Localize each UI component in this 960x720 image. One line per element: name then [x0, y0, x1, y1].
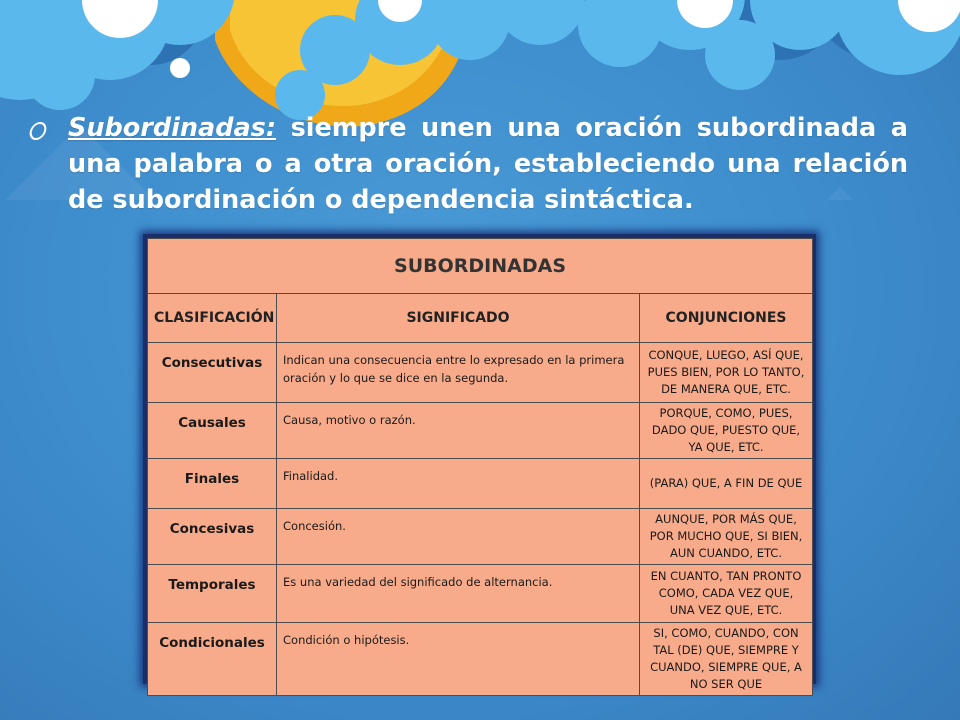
table-header-row — [148, 294, 813, 343]
cell-conjunciones: SI, COMO, CUANDO, CON TAL (DE) QUE, SIEMPRE Y CUANDO, SIEMPRE QUE, A NO SER QUE — [640, 623, 813, 696]
header-clasificacion: CLASIFICACIÓN — [148, 294, 277, 343]
intro-bullet — [28, 110, 908, 218]
intro-paragraph — [68, 110, 908, 218]
cell-clasificacion: Condicionales — [148, 623, 277, 696]
cell-significado: Concesión. — [277, 509, 640, 565]
cell-conjunciones: (PARA) QUE, A FIN DE QUE — [640, 459, 813, 509]
cell-clasificacion: Causales — [148, 403, 277, 459]
cell-clasificacion: Consecutivas — [148, 343, 277, 403]
cell-significado: Es una variedad del significado de alternancia. — [277, 565, 640, 623]
table-title: SUBORDINADAS — [148, 239, 813, 294]
table-row — [148, 343, 813, 403]
table-row — [148, 623, 813, 696]
cell-conjunciones: PORQUE, COMO, PUES, DADO QUE, PUESTO QUE, YA QUE, ETC. — [640, 403, 813, 459]
header-conjunciones: CONJUNCIONES — [640, 294, 813, 343]
table-row — [148, 403, 813, 459]
cell-conjunciones: CONQUE, LUEGO, ASÍ QUE, PUES BIEN, POR LO TANTO, DE MANERA QUE, ETC. — [640, 343, 813, 403]
intro-term: Subordinadas: — [68, 113, 277, 143]
table-row — [148, 509, 813, 565]
bullet-ring-icon — [28, 122, 49, 140]
cell-conjunciones: EN CUANTO, TAN PRONTO COMO, CADA VEZ QUE, UNA VEZ QUE, ETC. — [640, 565, 813, 623]
cell-significado: Indican una consecuencia entre lo expresado en la primera oración y lo que se dice en la segunda. — [277, 343, 640, 403]
table-row — [148, 459, 813, 509]
subordinadas-table — [147, 238, 813, 696]
cell-conjunciones: AUNQUE, POR MÁS QUE, POR MUCHO QUE, SI BIEN, AUN CUANDO, ETC. — [640, 509, 813, 565]
intro-text: siempre unen una oración subordinada a una palabra o a otra oración, estableciendo una relación de subordinación o dependencia sintáctica. — [68, 113, 908, 215]
header-significado: SIGNIFICADO — [277, 294, 640, 343]
cell-clasificacion: Temporales — [148, 565, 277, 623]
table-title-row — [148, 239, 813, 294]
cell-clasificacion: Finales — [148, 459, 277, 509]
cell-significado: Causa, motivo o razón. — [277, 403, 640, 459]
cell-significado: Finalidad. — [277, 459, 640, 509]
subordinadas-table-frame — [143, 234, 816, 691]
cell-significado: Condición o hipótesis. — [277, 623, 640, 696]
cell-clasificacion: Concesivas — [148, 509, 277, 565]
table-row — [148, 565, 813, 623]
